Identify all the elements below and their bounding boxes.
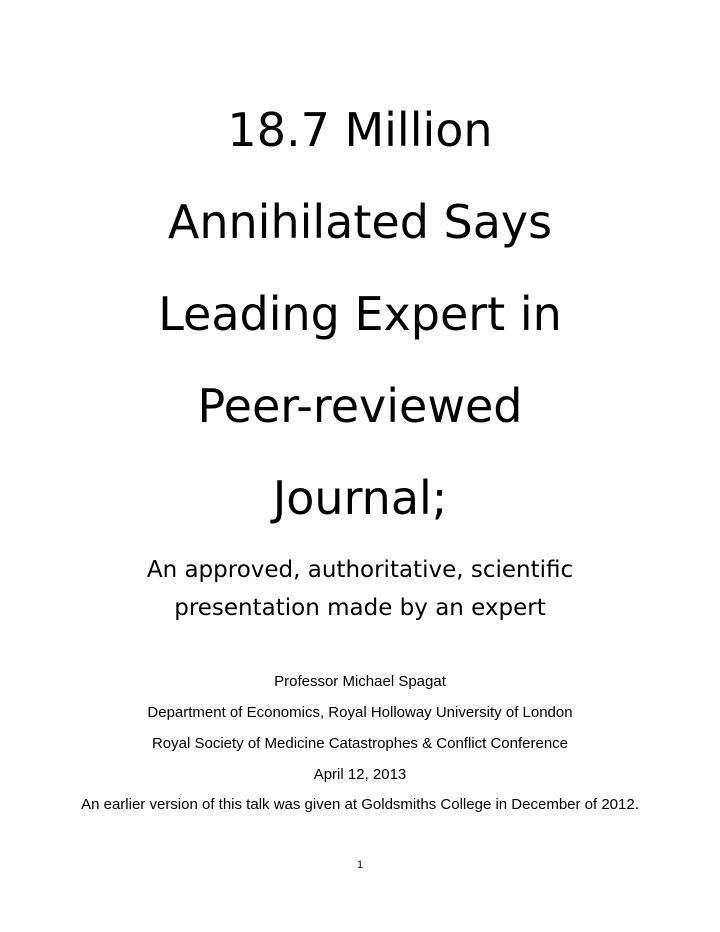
presentation-date: April 12, 2013 [313, 766, 407, 783]
title-line: Annihilated Says [167, 195, 553, 249]
earlier-version-note: An earlier version of this talk was given at Goldsmiths College in December of 2012. [81, 796, 639, 813]
title-line: Leading Expert in [158, 287, 562, 341]
subtitle-line: presentation made by an expert [174, 595, 546, 621]
page-number: 1 [356, 859, 364, 871]
title-line: Peer-reviewed [197, 379, 523, 433]
document-subtitle [40, 551, 680, 627]
author-name: Professor Michael Spagat [274, 673, 446, 690]
title-line: 18.7 Million [227, 103, 493, 157]
title-line: Journal; [272, 471, 448, 525]
subtitle-line: An approved, authoritative, scientific [146, 557, 574, 583]
document-title [40, 84, 680, 544]
author-affiliation: Department of Economics, Royal Holloway University of London [147, 704, 573, 721]
conference-name: Royal Society of Medicine Catastrophes & Conflict Conference [151, 735, 569, 752]
